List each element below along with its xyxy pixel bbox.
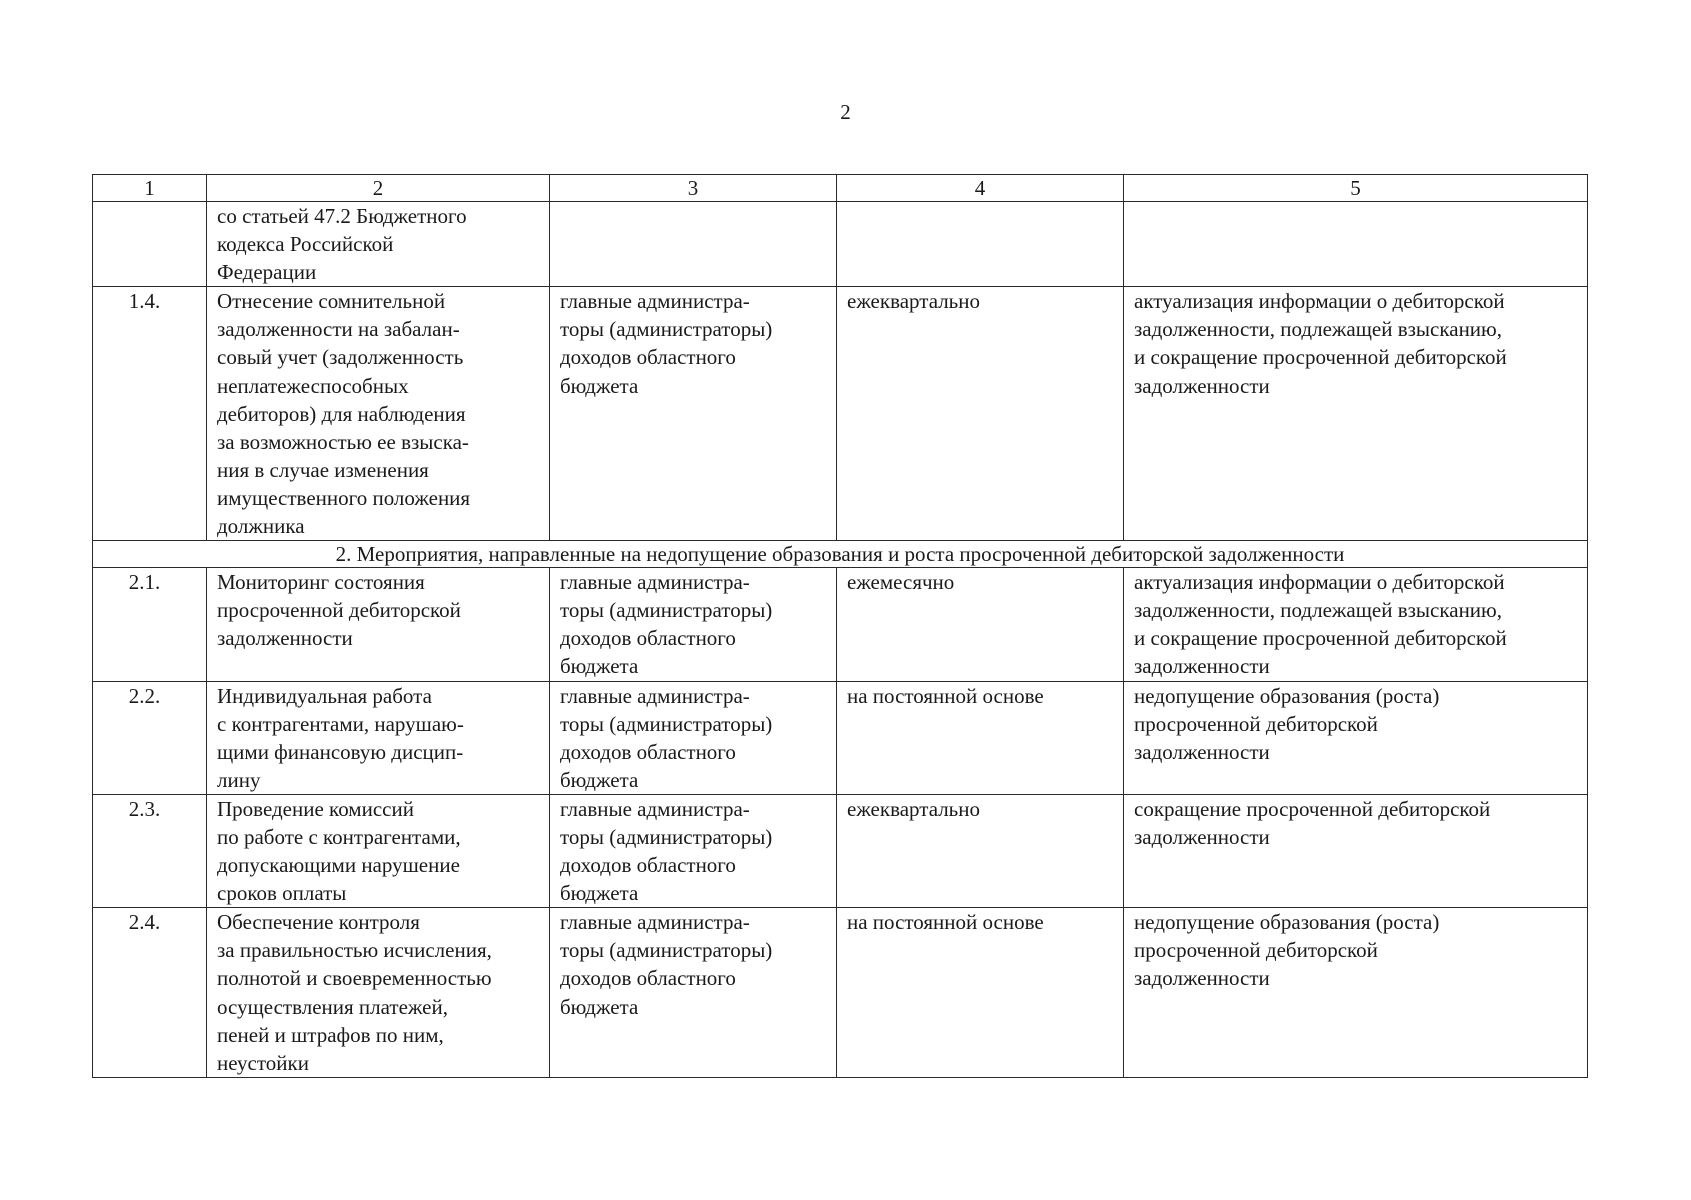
column-number-2: 2: [207, 175, 550, 202]
result-cell: актуализация информации о дебиторской задолженности, подлежащей взысканию, и сокращение просроченной дебиторской задолженности: [1124, 287, 1588, 541]
measure-cell: Проведение комиссий по работе с контрагентами, допускающими нарушение сроков оплаты: [207, 794, 550, 907]
period-cell: ежемесячно: [837, 568, 1124, 681]
responsible-cell: главные администра- торы (администраторы) доходов областного бюджета: [550, 794, 837, 907]
table-row-2-4: [93, 908, 1588, 1078]
measures-table: [92, 174, 1588, 1078]
period-cell: ежеквартально: [837, 287, 1124, 541]
row-number-cell: [93, 202, 207, 287]
responsible-cell: [550, 202, 837, 287]
column-number-3: 3: [550, 175, 837, 202]
responsible-cell: главные администра- торы (администраторы) доходов областного бюджета: [550, 908, 837, 1078]
row-number-cell: 2.1.: [93, 568, 207, 681]
result-cell: недопущение образования (роста) просроченной дебиторской задолженности: [1124, 681, 1588, 794]
section-heading-row: [93, 541, 1588, 568]
table-row-2-3: [93, 794, 1588, 907]
result-cell: [1124, 202, 1588, 287]
measure-cell: со статьей 47.2 Бюджетного кодекса Российской Федерации: [207, 202, 550, 287]
result-cell: недопущение образования (роста) просроченной дебиторской задолженности: [1124, 908, 1588, 1078]
row-number-cell: 2.4.: [93, 908, 207, 1078]
period-cell: [837, 202, 1124, 287]
period-cell: ежеквартально: [837, 794, 1124, 907]
result-cell: актуализация информации о дебиторской задолженности, подлежащей взысканию, и сокращение просроченной дебиторской задолженности: [1124, 568, 1588, 681]
table-row-1-4: [93, 287, 1588, 541]
section-2-title: 2. Мероприятия, направленные на недопущение образования и роста просроченной дебиторской задолженности: [93, 541, 1588, 568]
responsible-cell: главные администра- торы (администраторы) доходов областного бюджета: [550, 568, 837, 681]
table-row-2-1: [93, 568, 1588, 681]
row-number-cell: 2.3.: [93, 794, 207, 907]
responsible-cell: главные администра- торы (администраторы) доходов областного бюджета: [550, 287, 837, 541]
result-cell: сокращение просроченной дебиторской задолженности: [1124, 794, 1588, 907]
period-cell: на постоянной основе: [837, 908, 1124, 1078]
column-number-1: 1: [93, 175, 207, 202]
row-number-cell: 2.2.: [93, 681, 207, 794]
table-row-2-2: [93, 681, 1588, 794]
responsible-cell: главные администра- торы (администраторы) доходов областного бюджета: [550, 681, 837, 794]
measure-cell: Обеспечение контроля за правильностью исчисления, полнотой и своевременностью осуществления платежей, пеней и штрафов по ним, неустойки: [207, 908, 550, 1078]
table-header-row: [93, 175, 1588, 202]
measure-cell: Индивидуальная работа с контрагентами, нарушаю- щими финансовую дисцип- лину: [207, 681, 550, 794]
measure-cell: Отнесение сомнительной задолженности на забалан- совый учет (задолженность неплатежеспособных дебиторов) для наблюдения за возможностью ее взыска- ния в случае изменения имущественного положения должника: [207, 287, 550, 541]
column-number-4: 4: [837, 175, 1124, 202]
row-number-cell: 1.4.: [93, 287, 207, 541]
page-number: 2: [840, 100, 851, 124]
column-number-5: 5: [1124, 175, 1588, 202]
measure-cell: Мониторинг состояния просроченной дебиторской задолженности: [207, 568, 550, 681]
period-cell: на постоянной основе: [837, 681, 1124, 794]
table-row-continuation: [93, 202, 1588, 287]
